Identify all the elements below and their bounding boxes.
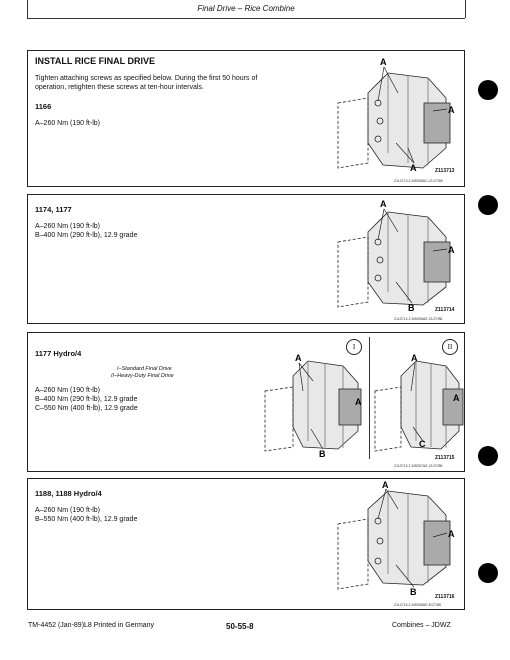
figure-code: Z113716 [435,594,455,600]
header-right-tick [465,0,466,18]
model-heading: 1174, 1177 [35,205,72,214]
panel-1174-1177 [27,194,465,324]
footer-left: TM-4452 (Jan-89)L8 Printed in Germany [28,622,155,629]
footer-right: Combines – JDWZ [392,622,451,629]
hole-punch-4 [478,563,498,583]
standard-final-drive-figure [253,351,368,463]
spec-line: A–260 Nm (190 ft-lb) [35,120,100,127]
panel-text [35,485,355,524]
figure-caption: Z113714 Z-MS056AE-21/27/88 [394,317,443,321]
final-drive-figure [328,479,464,603]
callout-a-2: A [355,397,362,407]
page-number: 50-55-8 [226,622,254,631]
intro-paragraph: Tighten attaching screws as specified below. During the first 50 hours of operation, retighten these screws at ten-hour intervals. [35,75,258,91]
panel-1166 [27,50,465,187]
spec-line-b: B–550 Nm (400 ft-lb), 12.9 grade [35,516,138,523]
figure-divider [369,337,370,459]
callout-a-3: A [410,163,417,173]
model-heading: 1188, 1188 Hydro/4 [35,489,102,498]
note-standard: I–Standard Final Drive [117,366,172,372]
roman-numeral-ii: II [442,339,458,355]
figure-caption: Z113716 Z-MS058AE-E/27/88 [394,603,441,607]
panel-text [35,57,355,128]
spec-line-b: B–400 Nm (290 ft-lb), 12.9 grade [35,232,138,239]
callout-b: B [410,587,417,597]
heavy-duty-final-drive-figure [371,351,466,463]
spec-line-b: B–400 Nm (290 ft-lb), 12.9 grade [35,396,138,403]
model-heading: 1166 [35,102,52,111]
hole-punch-2 [478,195,498,215]
figure-code: Z113713 [435,168,455,174]
callout-a-2: A [448,105,455,115]
hole-punch-1 [478,80,498,100]
roman-numeral-i: I [346,339,362,355]
callout-a-4: A [453,393,460,403]
callout-c: C [419,439,426,449]
panel-1188-hydro4 [27,478,465,610]
callout-a-1: A [295,353,302,363]
spec-line-a: A–260 Nm (190 ft-lb) [35,387,100,394]
figure-code: Z113714 [435,307,455,313]
model-heading: 1177 Hydro/4 [35,349,82,358]
final-drive-figure [328,53,464,185]
note-heavy-duty: II–Heavy-Duty Final Drive [111,373,174,379]
figure-caption: Z113715 Z-MS057AE-21/27/88 [394,464,443,468]
callout-a-3: A [411,353,418,363]
callout-a-1: A [380,199,387,209]
header-rule [27,18,465,19]
spec-line-a: A–260 Nm (190 ft-lb) [35,223,100,230]
callout-a-2: A [448,245,455,255]
callout-b: B [319,449,326,459]
hole-punch-3 [478,446,498,466]
panel-1177-hydro4 [27,332,465,472]
figure-caption: Z113713 Z-MS055AC-21/27/88 [394,179,443,183]
callout-b: B [408,303,415,313]
spec-line-c: C–550 Nm (400 ft-lb), 12.9 grade [35,405,138,412]
callout-a-2: A [448,529,455,539]
section-title: INSTALL RICE FINAL DRIVE [35,56,156,66]
callout-a-1: A [382,480,389,490]
page-header-title: Final Drive – Rice Combine [197,4,295,13]
panel-text [35,201,355,240]
final-drive-figure [328,197,464,321]
figure-code: Z113715 [435,455,455,461]
callout-a-1: A [380,57,387,67]
spec-line-a: A–260 Nm (190 ft-lb) [35,507,100,514]
